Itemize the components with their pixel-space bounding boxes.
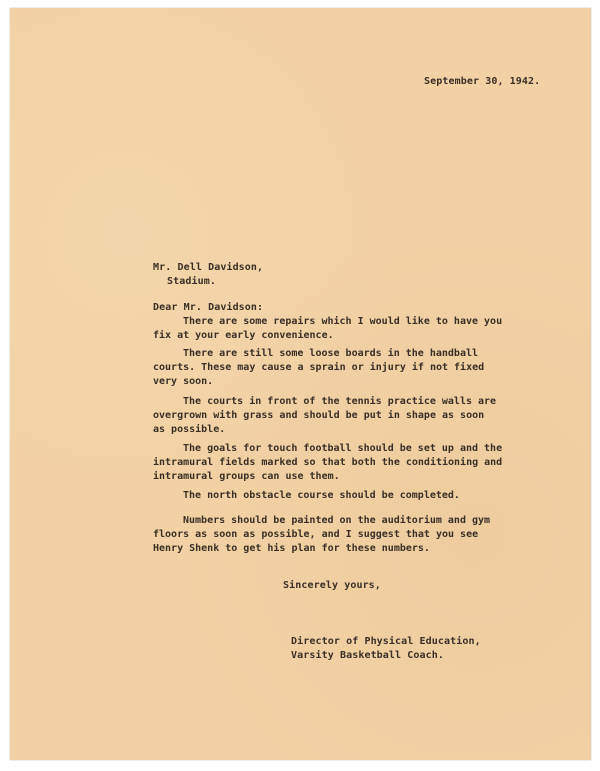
recipient-name: Mr. Dell Davidson, bbox=[153, 262, 264, 273]
paragraph-line: Numbers should be painted on the auditorium and gym bbox=[183, 515, 491, 526]
paragraph-line: as possible. bbox=[153, 424, 226, 435]
paragraph-handball-courts bbox=[153, 347, 484, 389]
paragraph-line: The goals for touch football should be set up and the bbox=[183, 443, 503, 454]
closing: Sincerely yours, bbox=[283, 580, 381, 591]
paragraph-line: very soon. bbox=[153, 376, 214, 387]
paragraph-line: The courts in front of the tennis practice walls are bbox=[183, 396, 497, 407]
paragraph-line: overgrown with grass and should be put in shape as soon bbox=[153, 410, 485, 421]
paragraph-tennis-courts bbox=[153, 395, 496, 437]
signature-title-2: Varsity Basketball Coach. bbox=[291, 650, 445, 661]
paragraph-line: The north obstacle course should be completed. bbox=[183, 490, 460, 501]
salutation: Dear Mr. Davidson: bbox=[153, 302, 264, 313]
paragraph-line: intramural groups can use them. bbox=[153, 471, 340, 482]
paragraph-line: There are some repairs which I would like to have you bbox=[183, 316, 503, 327]
paragraph-line: intramural fields marked so that both the conditioning and bbox=[153, 457, 503, 468]
paragraph-touch-football bbox=[153, 442, 502, 484]
paragraph-repairs-intro bbox=[153, 315, 502, 343]
paragraph-line: floors as soon as possible, and I suggest that you see bbox=[153, 529, 479, 540]
paragraph-line: Henry Shenk to get his plan for these numbers. bbox=[153, 543, 430, 554]
paragraph-floor-numbers bbox=[153, 514, 490, 556]
paragraph-line: courts. These may cause a sprain or injury if not fixed bbox=[153, 362, 485, 373]
paragraph-line: There are still some loose boards in the handball bbox=[183, 348, 479, 359]
signature-title-1: Director of Physical Education, bbox=[291, 636, 481, 647]
letter-page bbox=[10, 8, 591, 760]
paragraph-obstacle-course bbox=[153, 489, 460, 503]
paragraph-line: fix at your early convenience. bbox=[153, 330, 334, 341]
recipient-place: Stadium. bbox=[167, 276, 216, 287]
letter-date: September 30, 1942. bbox=[424, 76, 541, 87]
